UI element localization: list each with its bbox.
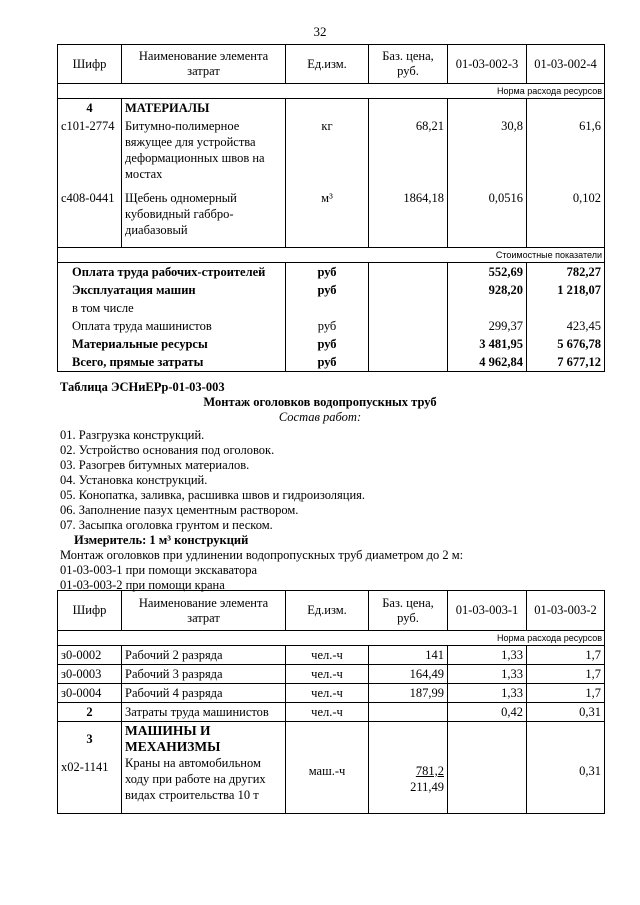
cost-value-2: 7 677,12 xyxy=(527,353,605,372)
header-unit: Ед.изм. xyxy=(286,591,369,631)
cost-value-1: 552,69 xyxy=(448,262,527,281)
cost-unit: руб xyxy=(286,317,369,335)
cost-unit: руб xyxy=(286,335,369,353)
header-unit: Ед.изм. xyxy=(286,45,369,84)
row-code: з0-0003 xyxy=(58,665,122,684)
machine-code: х02-1141 xyxy=(61,760,109,774)
norm-label: Норма расхода ресурсов xyxy=(58,84,605,99)
cost-name: Всего, прямые затраты xyxy=(58,353,286,372)
row-price: 68,21 xyxy=(369,117,448,189)
cost-value-2: 423,45 xyxy=(527,317,605,335)
cost-value-1: 3 481,95 xyxy=(448,335,527,353)
row-price: 141 xyxy=(369,646,448,665)
row-name: Рабочий 2 разряда xyxy=(122,646,286,665)
work-item: 04. Установка конструкций. xyxy=(60,473,208,487)
header-code: Шифр xyxy=(58,45,122,84)
row-value-2: 0,102 xyxy=(527,189,605,247)
work-item: 01. Разгрузка конструкций. xyxy=(60,428,205,442)
row-value-1: 1,33 xyxy=(448,646,527,665)
cost-value-1: 928,20 xyxy=(448,281,527,299)
header-name: Наименование элемента затрат xyxy=(122,45,286,84)
cost-unit: руб xyxy=(286,353,369,372)
cost-unit: руб xyxy=(286,262,369,281)
section-name: МАТЕРИАЛЫ xyxy=(122,99,286,118)
row-code: з0-0004 xyxy=(58,684,122,703)
machine-price: 781,2 xyxy=(415,764,444,778)
table-title: Таблица ЭСНиЕРр-01-03-003 xyxy=(60,380,225,394)
resource-table-2 xyxy=(57,590,605,814)
work-item: 07. Засыпка оголовка грунтом и песком. xyxy=(60,518,273,532)
row-value-2: 1,7 xyxy=(527,646,605,665)
cost-name: Материальные ресурсы xyxy=(58,335,286,353)
row-price: 164,49 xyxy=(369,665,448,684)
row-code: с408-0441 xyxy=(58,189,122,247)
labor-name: Затраты труда машинистов xyxy=(122,703,286,722)
row-price: 187,99 xyxy=(369,684,448,703)
row-value-1: 0,0516 xyxy=(448,189,527,247)
cost-name: Оплата труда машинистов xyxy=(58,317,286,335)
cost-name: Оплата труда рабочих-строителей xyxy=(58,262,286,281)
header-code: Шифр xyxy=(58,591,122,631)
row-value-2: 61,6 xyxy=(527,117,605,189)
page-number: 32 xyxy=(313,24,327,39)
section-name: МЕХАНИЗМЫ xyxy=(125,739,221,754)
machine-unit: маш.-ч xyxy=(308,764,346,778)
header-col-1: 01-03-003-1 xyxy=(448,591,527,631)
meter-label: Измеритель: 1 м³ конструкций xyxy=(74,533,249,547)
work-item: 02. Устройство основания под оголовок. xyxy=(60,443,275,457)
row-name: Битумно-полимерное вяжущее для устройства деформационных швов на мостах xyxy=(122,117,286,189)
row-value-1: 1,33 xyxy=(448,665,527,684)
row-value-1: 30,8 xyxy=(448,117,527,189)
row-name: Щебень одномерный кубовидный габбро- диабазовый xyxy=(122,189,286,247)
resource-table-1 xyxy=(57,44,605,372)
header-name: Наименование элемента затрат xyxy=(122,591,286,631)
machine-value-2: 0,31 xyxy=(579,764,601,778)
cost-value-2: 5 676,78 xyxy=(527,335,605,353)
cost-value-2: 782,27 xyxy=(527,262,605,281)
labor-value-1: 0,42 xyxy=(448,703,527,722)
cost-unit: руб xyxy=(286,281,369,299)
work-item: 05. Конопатка, заливка, расшивка швов и гидроизоляция. xyxy=(60,488,366,502)
row-code: с101-2774 xyxy=(58,117,122,189)
row-name: Рабочий 3 разряда xyxy=(122,665,286,684)
cost-name: в том числе xyxy=(58,299,286,317)
row-unit: чел.-ч xyxy=(286,665,369,684)
norm-label: Норма расхода ресурсов xyxy=(58,631,605,646)
labor-code: 2 xyxy=(58,703,122,722)
row-code: з0-0002 xyxy=(58,646,122,665)
cost-name: Эксплуатация машин xyxy=(58,281,286,299)
header-col-2: 01-03-002-4 xyxy=(527,45,605,84)
labor-value-2: 0,31 xyxy=(527,703,605,722)
row-value-1: 1,33 xyxy=(448,684,527,703)
header-price: Баз. цена, руб. xyxy=(369,591,448,631)
machine-price-2: 211,49 xyxy=(410,780,444,794)
variant-item: 01-03-003-1 при помощи экскаватора xyxy=(60,563,258,577)
row-unit: чел.-ч xyxy=(286,646,369,665)
section-code: 4 xyxy=(58,99,122,118)
labor-unit: чел.-ч xyxy=(286,703,369,722)
section-code: 3 х02-1141 xyxy=(58,722,122,814)
description: Монтаж оголовков при удлинении водопропускных труб диаметром до 2 м: xyxy=(60,548,464,562)
row-unit: чел.-ч xyxy=(286,684,369,703)
row-unit: кг xyxy=(286,117,369,189)
cost-value-2: 1 218,07 xyxy=(527,281,605,299)
header-col-1: 01-03-002-3 xyxy=(448,45,527,84)
row-price: 1864,18 xyxy=(369,189,448,247)
cost-value-1: 299,37 xyxy=(448,317,527,335)
row-name: Рабочий 4 разряда xyxy=(122,684,286,703)
header-price: Баз. цена, руб. xyxy=(369,45,448,84)
section-heading: Монтаж оголовков водопропускных труб xyxy=(203,395,437,409)
cost-value-1: 4 962,84 xyxy=(448,353,527,372)
work-item: 06. Заполнение пазух цементным раствором. xyxy=(60,503,299,517)
section-subheading: Состав работ: xyxy=(278,410,362,424)
machine-block: МАШИНЫ И МЕХАНИЗМЫ Краны на автомобильном ходу при работе на других видах строительства 10 т xyxy=(122,722,286,814)
machine-name: Краны на автомобильном xyxy=(125,756,261,770)
work-item: 03. Разогрев битумных материалов. xyxy=(60,458,250,472)
row-value-2: 1,7 xyxy=(527,684,605,703)
header-col-2: 01-03-003-2 xyxy=(527,591,605,631)
variant-item: 01-03-003-2 при помощи крана xyxy=(60,578,225,592)
row-unit: м³ xyxy=(286,189,369,247)
section-name: МАШИНЫ И xyxy=(125,723,211,738)
row-value-2: 1,7 xyxy=(527,665,605,684)
cost-label: Стоимостные показатели xyxy=(58,247,605,262)
